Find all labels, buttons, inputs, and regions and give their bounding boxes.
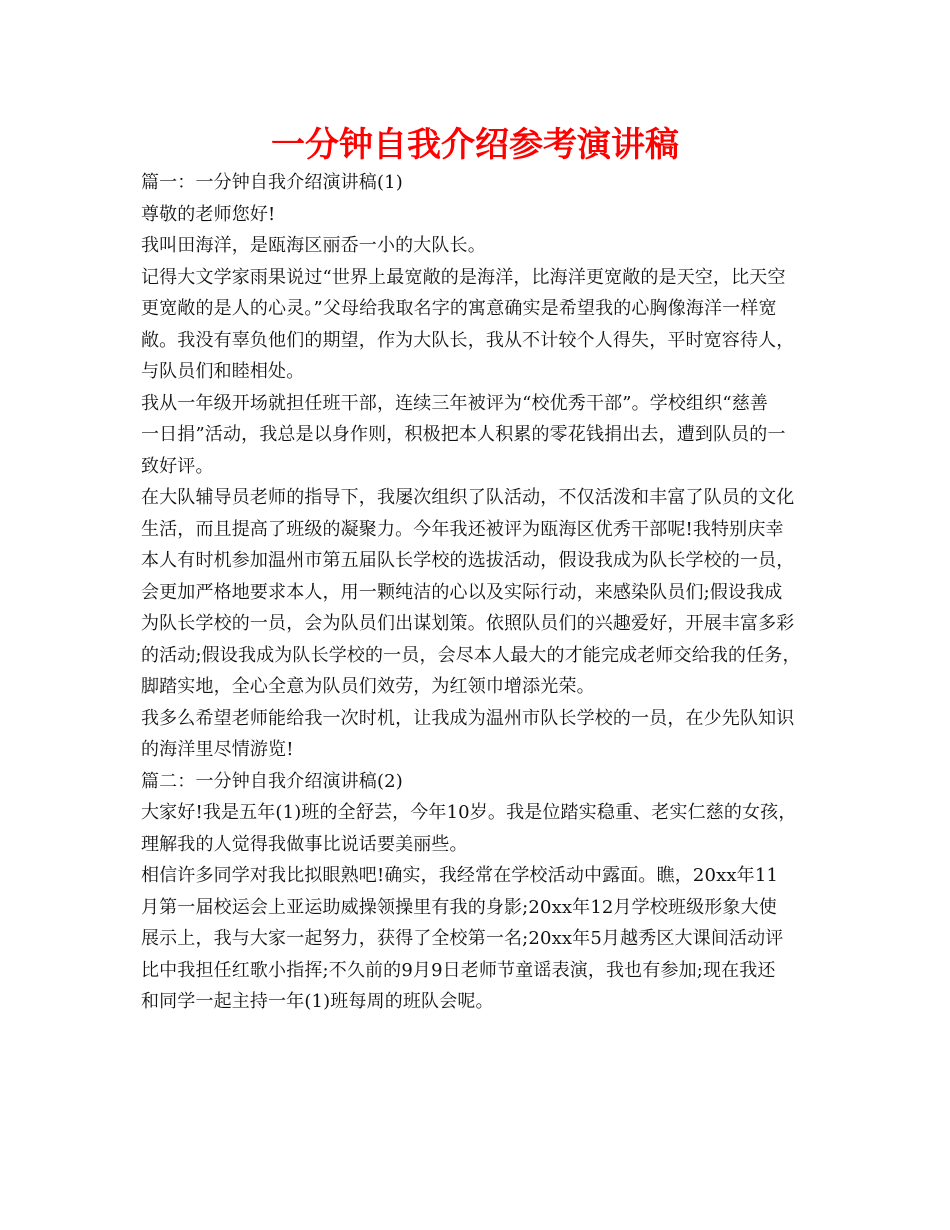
text-line: 为队长学校的一员，会为队员们出谋划策。依照队员们的兴趣爱好，开展丰富多彩 [141,613,795,634]
text-line: 和同学一起主持一年(1)班每周的班队会呢。 [141,991,494,1012]
text-line: 大家好!我是五年(1)班的全舒芸，今年10岁。我是位踏实稳重、老实仁慈的女孩， [141,802,797,823]
text-line: 篇二：一分钟自我介绍演讲稿(2) [141,770,403,792]
document-title: 一分钟自我介绍参考演讲稿 [271,125,679,165]
text-line: 脚踏实地，全心全意为队员们效劳，为红领巾增添光荣。 [141,676,595,697]
text-line: 月第一届校运会上亚运助威操领操里有我的身影;20xx年12月学校班级形象大使 [141,896,777,918]
text-line: 我从一年级开场就担任班干部，连续三年被评为“校优秀干部”。学校组织“慈善 [141,392,769,414]
body-text [141,167,831,1018]
text-line: 生活，而且提高了班级的凝聚力。今年我还被评为瓯海区优秀干部呢!我特别庆幸 [141,518,784,540]
text-line: 的海洋里尽情游览! [141,739,294,760]
text-line: 我多么希望老师能给我一次时机，让我成为温州市队长学校的一员，在少先队知识 [141,707,795,729]
text-line: 尊敬的老师您好! [141,203,276,225]
text-line: 篇一：一分钟自我介绍演讲稿(1) [141,172,403,193]
text-line: 本人有时机参加温州市第五届队长学校的选拔活动，假设我成为队长学校的一员， [141,550,795,571]
text-line: 理解我的人觉得我做事比说话要美丽些。 [141,833,468,855]
text-line: 记得大文学家雨果说过“世界上最宽敞的是海洋，比海洋更宽敞的是天空，比天空 [141,266,786,288]
text-line: 会更加严格地要求本人，用一颗纯洁的心以及实际行动，来感染队员们;假设我成 [141,581,783,603]
text-line: 更宽敞的是人的心灵。”父母给我取名字的寓意确实是希望我的心胸像海洋一样宽 [141,298,777,319]
text-line: 的活动;假设我成为队长学校的一员，会尽本人最大的才能完成老师交给我的任务， [141,644,801,666]
text-line: 一日捐”活动，我总是以身作则，积极把本人积累的零花钱捐出去，遭到队员的一 [141,424,786,445]
text-line: 在大队辅导员老师的指导下，我屡次组织了队活动，不仅活泼和丰富了队员的文化 [141,487,795,508]
text-line: 展示上，我与大家一起努力，获得了全校第一名;20xx年5月越秀区大课间活动评 [141,928,784,949]
document-body [141,167,831,1018]
text-line: 我叫田海洋，是瓯海区丽岙一小的大队长。 [141,235,486,256]
text-line: 相信许多同学对我比拟眼熟吧!确实，我经常在学校活动中露面。瞧，20xx年11 [141,865,779,886]
text-line: 敞。我没有辜负他们的期望，作为大队长，我从不计较个人得失，平时宽容待人， [141,329,795,351]
text-line: 致好评。 [141,455,214,477]
text-line: 比中我担任红歌小指挥;不久前的9月9日老师节童谣表演，我也有参加;现在我还 [141,959,776,981]
text-line: 与队员们和睦相处。 [141,361,305,382]
